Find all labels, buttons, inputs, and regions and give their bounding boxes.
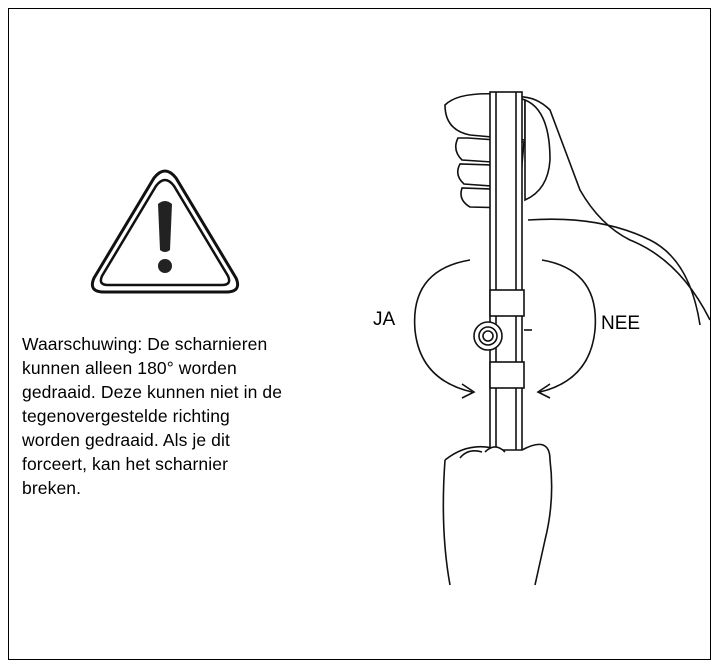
hinge-rotation-illustration: [350, 80, 710, 590]
warning-text: Waarschuwing: De scharnieren kunnen alleen 180° worden gedraaid. Deze kunnen niet in de tegenovergestelde richting worden gedraaid. Als je dit forceert, kan het scharnier breken.: [22, 334, 283, 498]
label-no: NEE: [601, 313, 641, 334]
lower-hand: [443, 444, 551, 585]
arrow-right: [540, 260, 595, 392]
label-yes: JA: [373, 309, 396, 330]
exclamation-bar: [158, 201, 172, 252]
exclamation-dot: [158, 259, 172, 273]
arrow-left: [415, 260, 472, 392]
pole: [490, 92, 522, 482]
warning-triangle-icon: [90, 168, 240, 296]
upper-arm-lower-edge: [528, 219, 700, 325]
